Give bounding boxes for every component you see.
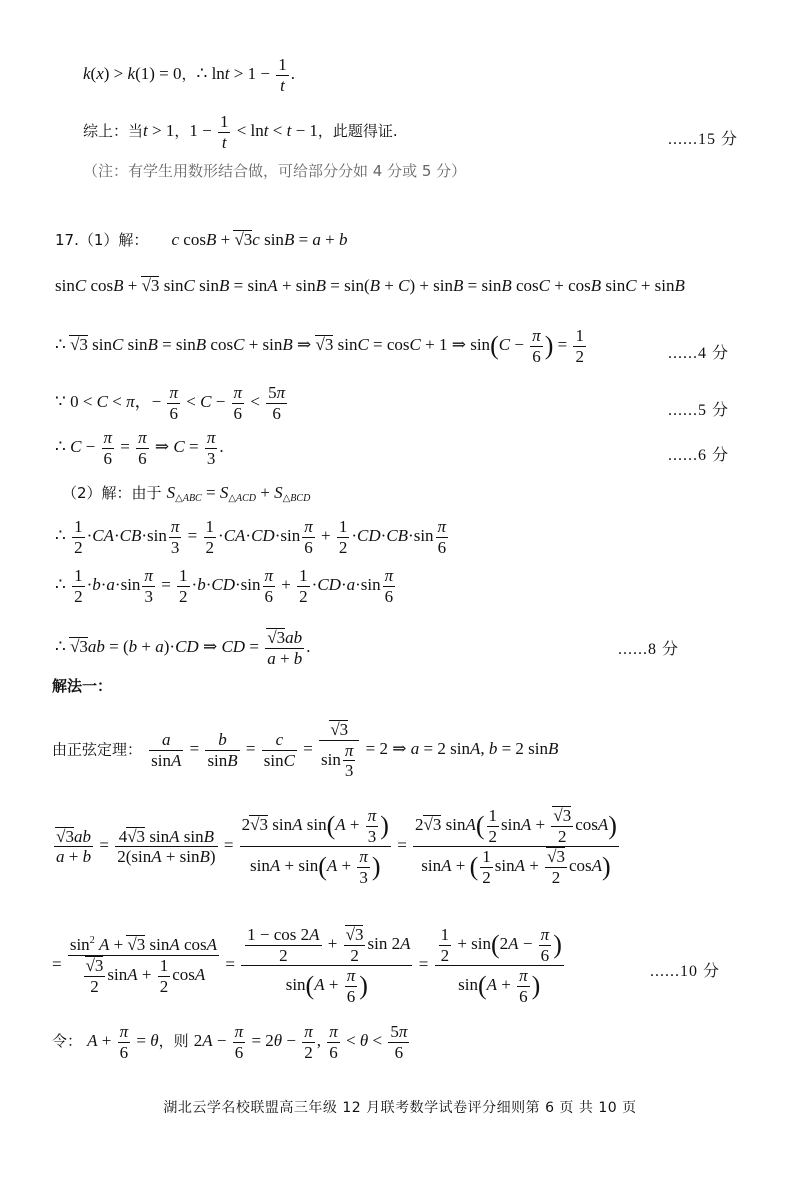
- page-footer: 湖北云学名校联盟高三年级 12 月联考数学试卷评分细则第 6 页 共 10 页: [163, 1100, 637, 1116]
- given-equation: c cosB + √3c sinB = a + b: [171, 230, 348, 249]
- line-12-cd: ∴ √3ab = (b + a)·CD ⇒ CD = $\frac{√3ab}{a + b}$ .: [55, 628, 311, 668]
- problem-17-label: 17.（1）解：: [55, 231, 149, 249]
- line-16-simplify: = $\sin^2 A + √3$ sinA cosA $\frac{√3}{2}$ sinA + $\frac{1}{2}$ cosA = $\frac{1 - \cos 2A}{2}$ + $\frac{√3}{2}$ sin 2A sin(A + $\frac{\pi}{6}$ ) = $\frac{1}{2}$ + sin(2A − $\frac{\pi}{6}$ ) sin(A + $\frac{\pi}{6}$ ): [52, 925, 562, 1006]
- score-6: ......6 分: [668, 447, 730, 464]
- score-5: ......5 分: [668, 402, 730, 419]
- line-10-area-sum: ∴ $\frac{1}{2}$ ·CA·CB·sin $\frac{\pi}{3}$ = $\frac{1}{2}$ ·CA·CD·sin $\frac{\pi}{6}$ + $\frac{1}{2}$ ·CD·CB·sin $\frac{\pi}{6}$: [55, 517, 447, 557]
- line-1-k-ln-inequality: k(x) > k(1) = 0，∴ lnt > 1 − $\frac{1}{t}$ .: [83, 55, 295, 95]
- line-9-part-2: （2）解：由于 $S_{\triangle ABC} = S_{\triangle ACD} + S_{\triangle BCD}$: [62, 483, 311, 504]
- method-one-heading: 解法一：: [52, 677, 113, 695]
- score-8: ......8 分: [618, 641, 680, 658]
- line-3-note: （注：有学生用数形结合做，可给部分分如 4 分或 5 分）: [83, 162, 467, 180]
- score-15: ......15 分: [668, 131, 739, 148]
- line-2-summary: 综上：当t > 1，1 − $\frac{1}{t}$ < lnt < t − 1，此题得证.: [83, 112, 398, 152]
- line-4-problem-17-1: [55, 230, 348, 250]
- line-17-substitution: 令： A + $\frac{\pi}{6}$ = θ，则 2A − $\frac{\pi}{6}$ = 2θ − $\frac{\pi}{2}$ , $\frac{\pi}{6}$ < θ < $\frac{5\pi}{6}$: [52, 1022, 408, 1062]
- line-6-derive-c: ∴ √3 sinC sinB = sinB cosC + sinB ⇒ √3 sinC = cosC + 1 ⇒ sin(C − $\frac{\pi}{6}$ ) = $\frac{1}{2}$: [55, 326, 584, 366]
- line-8-c-value: ∴ C − $\frac{\pi}{6}$ = $\frac{\pi}{6}$ ⇒ C = $\frac{\pi}{3}$ .: [55, 428, 224, 468]
- line-7-range: ∵ 0 < C < π，− $\frac{\pi}{6}$ < C − $\frac{\pi}{6}$ < $\frac{5\pi}{6}$: [55, 383, 286, 423]
- line-11-area-sum-ab: ∴ $\frac{1}{2}$ ·b·a·sin $\frac{\pi}{3}$ = $\frac{1}{2}$ ·b·CD·sin $\frac{\pi}{6}$ + $\frac{1}{2}$ ·CD·a·sin $\frac{\pi}{6}$: [55, 566, 394, 606]
- line-14-sine-law: 由正弦定理： $\frac{a}{\sin A}$ = $\frac{b}{\sin B}$ = $\frac{c}{\sin C}$ = √3 sin $\frac{\pi}{3}$ = 2 ⇒ a = 2 sinA, b = 2 sinB: [52, 720, 559, 781]
- score-4: ......4 分: [668, 345, 730, 362]
- score-10: ......10 分: [650, 963, 721, 980]
- line-5-sine-expansion: sinC cosB + √3 sinC sinB = sinA + sinB = sin(B + C) + sinB = sinB cosC + cosB sinC + sinB: [55, 276, 685, 295]
- line-15-cd-expression: $\frac{√3ab}{a + b}$ = $\frac{\text{4√3 sinA sinB}}{2(\sin A + \sin B)}$ = 2√3 sinA sin(A + $\frac{\pi}{3}$ ) sinA + sin(A + $\frac{\pi}{3}$ ) = 2√3 sinA( $\frac{1}{2}$ sinA + $\frac{√3}{2}$ cosA) sinA + ( $\frac{1}{2}$ sinA + $\frac{√3}{2}$ cosA): [56, 806, 617, 887]
